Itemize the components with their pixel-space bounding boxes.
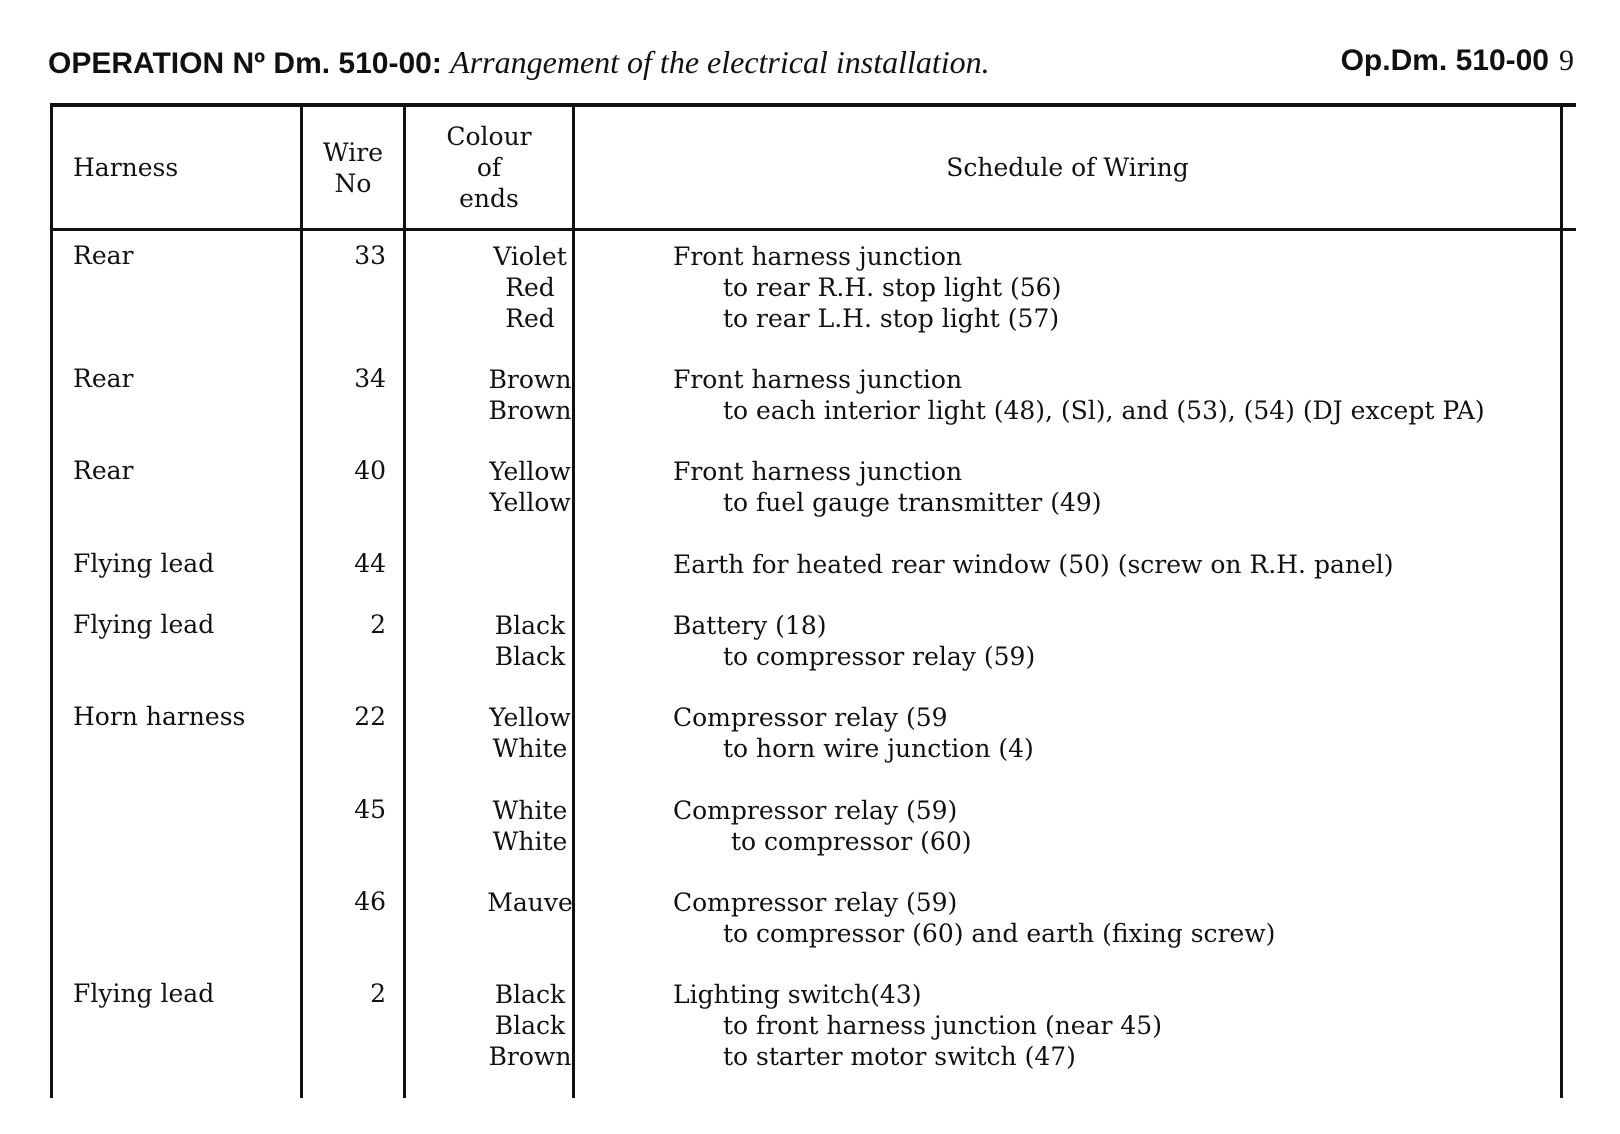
- schedule-line: Front harness junction: [673, 242, 963, 271]
- operation-label: OPERATION Nº Dm. 510-00:: [48, 47, 442, 80]
- colour-cell: [420, 610, 640, 672]
- schedule-header-text: Schedule of Wiring: [946, 153, 1189, 182]
- colour-value: White: [492, 734, 568, 763]
- column-header-schedule: [575, 107, 1560, 228]
- colour-cell: [420, 795, 640, 857]
- harness-header-text: Harness: [73, 153, 179, 182]
- colour-value: White: [492, 796, 568, 825]
- schedule-cell: [673, 456, 1102, 518]
- schedule-cell: [673, 795, 971, 857]
- colour-header-line-2: of: [476, 153, 502, 182]
- harness-cell: Rear: [73, 241, 134, 270]
- column-divider-1: [300, 103, 303, 1098]
- harness-cell: Rear: [73, 364, 134, 393]
- colour-cell: [420, 702, 640, 764]
- colour-value: Mauve: [487, 888, 573, 917]
- schedule-line: Compressor relay (59: [673, 703, 948, 732]
- column-header-wire: [303, 107, 403, 228]
- wire-number-cell: 45: [354, 795, 386, 824]
- schedule-line: Compressor relay (59): [673, 888, 958, 917]
- schedule-line: to each interior light (48), (Sl), and (53), (54) (DJ except PA): [723, 396, 1485, 425]
- column-header-colour: [406, 107, 572, 228]
- column-header-harness: [50, 107, 300, 228]
- schedule-line: to fuel gauge transmitter (49): [723, 488, 1102, 517]
- schedule-line: Compressor relay (59): [673, 796, 958, 825]
- table-border-right: [1560, 103, 1563, 1098]
- colour-value: Black: [494, 611, 566, 640]
- harness-cell: Rear: [73, 456, 134, 485]
- colour-value: Black: [494, 642, 566, 671]
- table-border-left: [50, 103, 53, 1098]
- schedule-cell: [673, 887, 1275, 949]
- schedule-line: to rear L.H. stop light (57): [723, 304, 1060, 333]
- column-divider-2: [403, 103, 406, 1098]
- schedule-line: Earth for heated rear window (50) (screw on R.H. panel): [673, 550, 1394, 579]
- colour-value: White: [492, 827, 568, 856]
- schedule-line: to horn wire junction (4): [723, 734, 1034, 763]
- wire-number-cell: 46: [354, 887, 386, 916]
- schedule-cell: [673, 549, 1394, 580]
- colour-cell: [420, 979, 640, 1072]
- schedule-line: Lighting switch(43): [673, 980, 922, 1009]
- schedule-line: to rear R.H. stop light (56): [723, 273, 1062, 302]
- colour-cell: [420, 456, 640, 518]
- colour-cell: [420, 364, 640, 426]
- harness-cell: Flying lead: [73, 549, 215, 578]
- schedule-line: to compressor (60): [731, 827, 972, 856]
- table-header-rule: [50, 228, 1576, 231]
- schedule-cell: [673, 610, 1035, 672]
- colour-value: Red: [505, 273, 555, 302]
- page-header: [48, 40, 1574, 80]
- schedule-line: to compressor (60) and earth (fixing screw): [723, 919, 1276, 948]
- harness-cell: Flying lead: [73, 979, 215, 1008]
- schedule-cell: [673, 364, 1485, 426]
- schedule-line: Front harness junction: [673, 457, 963, 486]
- colour-value: Red: [505, 304, 555, 333]
- wire-number-cell: 2: [370, 979, 386, 1008]
- wiring-table: [50, 103, 1576, 1088]
- colour-cell: [420, 241, 640, 334]
- wire-number-cell: 33: [354, 241, 386, 270]
- page-reference: [1341, 44, 1574, 78]
- wire-header-line-2: No: [334, 168, 372, 198]
- colour-value: Violet: [493, 242, 567, 271]
- page-number: 9: [1559, 44, 1574, 77]
- colour-value: Yellow: [489, 457, 571, 486]
- wire-number-cell: 44: [354, 549, 386, 578]
- schedule-line: to front harness junction (near 45): [723, 1011, 1162, 1040]
- colour-cell: [420, 887, 640, 918]
- wire-header-line-1: Wire: [323, 137, 383, 167]
- schedule-cell: [673, 241, 1061, 334]
- schedule-line: Front harness junction: [673, 365, 963, 394]
- operation-ref: Op.Dm. 510-00: [1340, 44, 1549, 77]
- schedule-cell: [673, 979, 1162, 1072]
- schedule-line: Battery (18): [673, 611, 827, 640]
- schedule-line: to compressor relay (59): [723, 642, 1036, 671]
- colour-value: Black: [494, 1011, 566, 1040]
- colour-value: Yellow: [489, 488, 571, 517]
- operation-heading: [48, 44, 990, 81]
- colour-value: Brown: [488, 396, 572, 425]
- harness-cell: Flying lead: [73, 610, 215, 639]
- operation-title: Arrangement of the electrical installation.: [450, 44, 990, 80]
- colour-value: Yellow: [489, 703, 571, 732]
- wire-number-cell: 40: [354, 456, 386, 485]
- colour-header-line-1: Colour: [446, 122, 532, 151]
- schedule-line: to starter motor switch (47): [723, 1042, 1076, 1071]
- colour-value: Brown: [488, 1042, 572, 1071]
- wire-number-cell: 22: [354, 702, 386, 731]
- schedule-cell: [673, 702, 1034, 764]
- colour-header-line-3: ends: [459, 184, 519, 213]
- wire-number-cell: 34: [354, 364, 386, 393]
- colour-value: Brown: [488, 365, 572, 394]
- harness-cell: Horn harness: [73, 702, 246, 731]
- wire-number-cell: 2: [370, 610, 386, 639]
- colour-value: Black: [494, 980, 566, 1009]
